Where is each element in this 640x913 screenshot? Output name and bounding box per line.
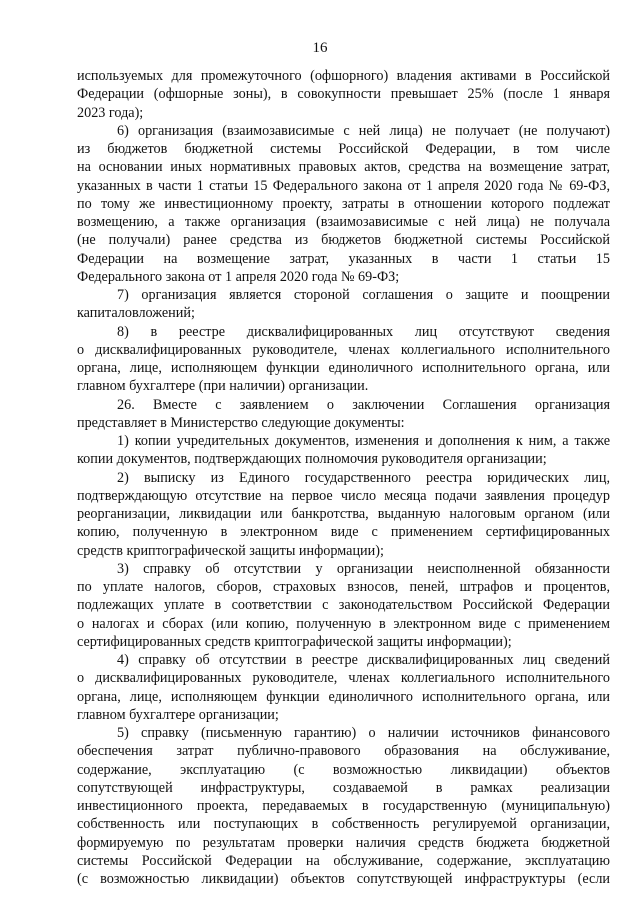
text-line: 8) в реестре дисквалифицированных лиц отсутствуют сведения <box>117 323 610 340</box>
text-line: подтверждающую отсутствие на первое число месяца подачи заявления процедур <box>77 487 610 504</box>
text-line: 1) копии учредительных документов, изменения и дополнения к ним, а также <box>117 433 610 449</box>
text-line: подлежащих уплате в соответствии с законодательством Российской Федерации <box>77 597 610 614</box>
text-line: средств криптографической защиты информации); <box>77 542 384 559</box>
text-line: 2) выписку из Единого государственного реестра юридических лиц, <box>117 469 610 486</box>
text-line: о налогах и сборах (или копию, полученную в электронном виде с применением <box>77 615 610 632</box>
text-line: 7) организация является стороной соглашения о защите и поощрении <box>117 287 610 303</box>
text-line: Федерации на возмещение затрат, указанных в части 1 статьи 15 <box>77 250 610 267</box>
text-line: инвестиционного проекта, передаваемых в государственную (муниципальную) <box>77 798 610 814</box>
text-line: содержание, эксплуатацию (с возможностью ликвидации) объектов <box>77 761 610 778</box>
text-line: копии документов, подтверждающих полномочия руководителя организации; <box>77 451 547 468</box>
text-line: о дисквалифицированных руководителе, членах коллегиального исполнительного <box>77 341 610 358</box>
text-line: органа, лице, исполняющем функции единоличного исполнительного органа, или <box>77 360 610 376</box>
text-line: собственность или поступающих в собственность регулируемой организации, <box>77 816 610 833</box>
text-line: Федерации (офшорные зоны), в совокупности превышает 25% (после 1 января <box>77 86 610 103</box>
document-text <box>77 67 610 888</box>
text-line: возмещению, а также организация (взаимозависимые с ней лица) не получала <box>77 214 610 230</box>
text-line: указанных в части 1 статьи 15 Федерального закона от 1 апреля 2020 года № 69-ФЗ, <box>77 177 610 194</box>
text-line: копию, полученную в электронном виде с применением сертифицированных <box>77 524 610 541</box>
text-line: системы Российской Федерации на обслуживание, содержание, эксплуатацию <box>77 852 610 869</box>
text-line: используемых для промежуточного (офшорного) владения активами в Российской <box>77 68 610 84</box>
text-line: 26. Вместе с заявлением о заключении Соглашения организация <box>117 396 610 413</box>
text-line: 6) организация (взаимозависимые с ней лица) не получает (не получают) <box>117 122 610 139</box>
text-line: органа, лице, исполняющем функции единоличного исполнительного органа, или <box>77 688 610 705</box>
text-line: (не получали) ранее средства из бюджетов бюджетной системы Российской <box>77 232 610 249</box>
text-line: капиталовложений; <box>77 305 195 322</box>
text-line: Федерального закона от 1 апреля 2020 года № 69-ФЗ; <box>77 268 400 285</box>
text-line: главном бухгалтере (при наличии) организации. <box>77 378 369 395</box>
text-line: из бюджетов бюджетной системы Российской Федерации, в том числе <box>77 141 610 157</box>
text-line: по тому же инвестиционному проекту, затраты в отношении которого подлежат <box>77 195 610 212</box>
text-line: реорганизации, ликвидации или банкротства, выданную налоговым органом (или <box>77 506 610 522</box>
text-line: о дисквалифицированных руководителе, членах коллегиального исполнительного <box>77 670 610 687</box>
text-line: 2023 года); <box>77 104 144 121</box>
text-line: по уплате налогов, сборов, страховых взносов, пеней, штрафов и процентов, <box>77 579 610 595</box>
text-line: представляет в Министерство следующие документы: <box>77 414 405 431</box>
text-line: обеспечения затрат публично-правового образования на обслуживание, <box>77 743 610 760</box>
text-line: сертифицированных средств криптографической защиты информации); <box>77 633 512 650</box>
text-line: сопутствующей инфраструктуры, создаваемой в рамках реализации <box>77 779 610 796</box>
text-line: на основании иных нормативных правовых актов, средства на возмещение затрат, <box>77 159 610 176</box>
text-line: главном бухгалтере организации; <box>77 706 279 723</box>
text-line: формируемую по результатам проверки наличия средств бюджета бюджетной <box>77 834 610 851</box>
text-line: 5) справку (письменную гарантию) о наличии источников финансового <box>117 725 610 741</box>
text-line: 4) справку об отсутствии в реестре дисквалифицированных лиц сведений <box>117 652 610 668</box>
page-number: 16 <box>312 40 328 56</box>
text-line: 3) справку об отсутствии у организации неисполненной обязанности <box>117 560 610 577</box>
text-line: (с возможностью ликвидации) объектов сопутствующей инфраструктуры (если <box>77 871 610 887</box>
